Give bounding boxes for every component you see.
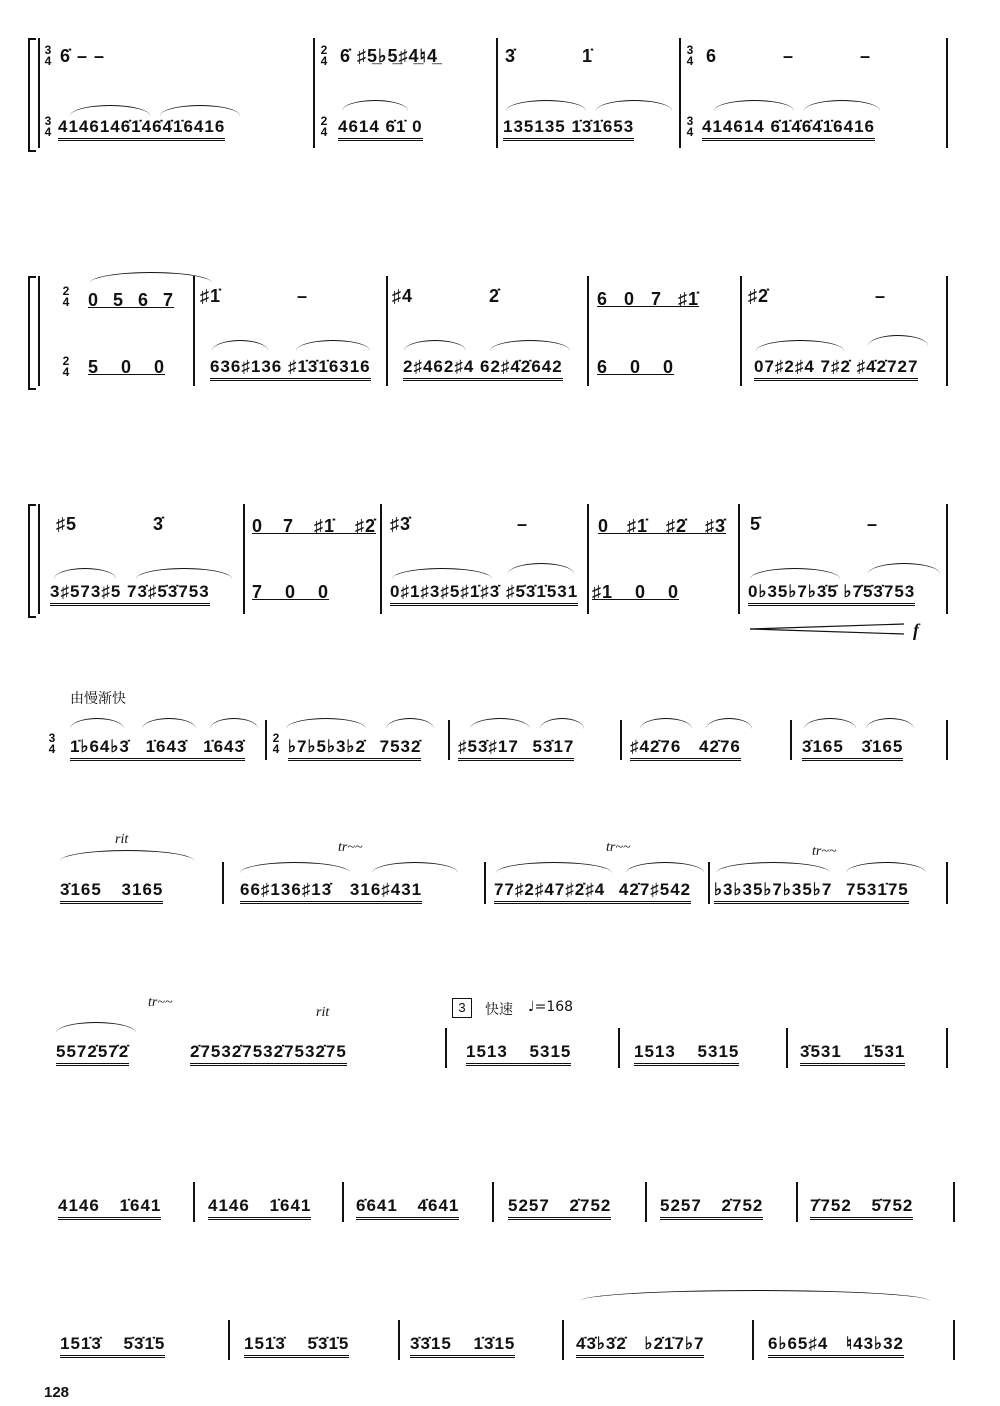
measure-notation: 151̇3̇ 5̇3̇1̇5 — [244, 1334, 349, 1358]
slur — [386, 718, 434, 729]
measure-notation: 6♭65♯4 ♮43♭32 — [768, 1334, 904, 1358]
measure-notation: 4̇3̇♭3̇2̇ ♭2̇1̇7♭7 — [576, 1334, 704, 1358]
page-number: 128 — [44, 1384, 70, 1401]
time-signature: 3 4 — [48, 731, 56, 756]
measure-notation: ♯42̇76 42̇76 — [630, 737, 741, 761]
trill-marking: tr~~ — [606, 840, 631, 855]
system-brace — [28, 276, 36, 390]
barline — [786, 1028, 788, 1068]
measure-notation: 636♯136 ♯1̇3̇1̇6316 — [210, 357, 371, 381]
tuplet-slur — [596, 100, 672, 111]
barline — [193, 1182, 195, 1222]
trill-marking: tr~~ — [338, 840, 363, 855]
time-signature: 3 4 — [686, 43, 694, 68]
slur — [626, 862, 704, 873]
measure-notation: ♯3̇ – — [390, 514, 529, 534]
barline — [946, 504, 948, 614]
slur — [286, 718, 366, 729]
measure-notation: 0 7 ♯1̇ ♯2̇ — [252, 516, 377, 536]
tuplet-slur — [490, 340, 570, 351]
measure-notation: ♭7♭5♭3♭2̇ 7532̇ — [288, 737, 421, 761]
slur — [706, 718, 752, 729]
barline — [386, 276, 388, 386]
system-brace — [28, 38, 36, 152]
barline — [228, 1320, 230, 1360]
slur — [142, 718, 196, 729]
time-signature: 3 4 — [686, 114, 694, 139]
measure-notation: ♯5 3̇ — [56, 514, 165, 534]
measure-notation: 3̇3̇15 1̇3̇15 — [410, 1334, 515, 1358]
phrase-slur — [580, 1290, 930, 1301]
time-signature: 2 4 — [272, 731, 280, 756]
measure-notation: 6 0 7 ♯1̇ — [597, 289, 700, 309]
barline — [313, 38, 315, 148]
barline — [740, 276, 742, 386]
tempo-text: 快速 — [485, 1002, 513, 1018]
barline — [380, 504, 382, 614]
slur — [540, 718, 584, 729]
time-signature: 2 4 — [320, 43, 328, 68]
barline — [796, 1182, 798, 1222]
slur — [640, 718, 692, 729]
slur — [846, 862, 926, 873]
time-signature: 3 4 — [44, 114, 52, 139]
tuplet-slur — [868, 563, 940, 574]
phrase-slur — [90, 272, 212, 283]
barline — [946, 1028, 948, 1068]
barline — [587, 276, 589, 386]
slur — [496, 862, 612, 873]
system-brace — [28, 504, 36, 618]
slur — [470, 718, 530, 729]
measure-notation: 4146 1̇641 — [58, 1196, 161, 1220]
barline — [445, 1028, 447, 1068]
tuplet-slur — [212, 340, 268, 351]
slur — [716, 862, 830, 873]
measure-notation: 4614 6̇1̇ 0 — [338, 117, 423, 141]
measure-notation: 135135 1̇3̇1̇653 — [503, 117, 634, 141]
time-signature: 2 4 — [62, 354, 70, 379]
tuplet-slur — [714, 100, 794, 111]
tuplet-slur — [756, 340, 844, 351]
measure-notation: 5 0 0 — [88, 357, 166, 377]
tuplet-slur — [392, 568, 492, 579]
dynamic-marking: f — [913, 620, 919, 640]
slur — [866, 718, 914, 729]
measure-notation: 1̇♭64♭3̇ 1̇643̇ 1̇643̇ — [70, 737, 245, 761]
barline — [398, 1320, 400, 1360]
trill-marking: tr~~ — [148, 995, 173, 1010]
tuplet-slur — [70, 105, 150, 116]
measure-notation: 4146 1̇641 — [208, 1196, 311, 1220]
tuplet-slur — [506, 100, 586, 111]
measure-notation: 3̇ 1̇ — [505, 46, 594, 66]
barline — [620, 720, 622, 760]
measure-notation: 0♯1♯3♯5♯1̇♯3̇ ♯5̇3̇1̇531 — [390, 582, 578, 606]
barline — [738, 504, 740, 614]
barline — [953, 1320, 955, 1360]
barline — [953, 1182, 955, 1222]
rit-marking: rit — [115, 832, 129, 847]
measure-notation: 6̇ – – — [60, 46, 106, 66]
measure-notation: 07♯2♯4 7♯2̇ ♯4̇2̇727 — [754, 357, 918, 381]
measure-notation: 1513 5315 — [466, 1042, 571, 1066]
slur — [372, 862, 458, 873]
time-signature: 2 4 — [62, 284, 70, 309]
slur — [70, 718, 124, 729]
metronome-mark: ♩=168 — [528, 999, 574, 1015]
measure-notation: 6̇641 4̇641 — [356, 1196, 459, 1220]
barline — [790, 720, 792, 760]
measure-notation: 1513 5315 — [634, 1042, 739, 1066]
barline — [496, 38, 498, 148]
measure-notation: 3̇165 3165 — [60, 880, 163, 904]
slur — [804, 718, 856, 729]
barline — [708, 862, 710, 904]
time-signature: 3 4 — [44, 43, 52, 68]
barline — [618, 1028, 620, 1068]
measure-notation: 7 0 0 — [252, 582, 330, 602]
tuplet-slur — [508, 563, 574, 574]
measure-notation: 151̇3̇ 5̇3̇1̇5 — [60, 1334, 165, 1358]
phrase-slur — [60, 850, 194, 861]
barline — [946, 276, 948, 386]
measure-notation: 0 5 6 7 — [88, 290, 175, 310]
barline — [38, 276, 40, 386]
barline — [193, 276, 195, 386]
measure-notation: 6̇ ♯5̲♭5̲♯4̲♮4̲ — [340, 46, 438, 66]
barline — [946, 862, 948, 904]
tuplet-slur — [160, 105, 240, 116]
barline — [484, 862, 486, 904]
measure-notation: ♯4 2̇ — [392, 286, 501, 306]
rit-marking: rit — [316, 1005, 330, 1020]
measure-notation: 2♯462♯4 62♯4̇2̇642 — [403, 357, 563, 381]
measure-notation: 5572̇57̇2̇ — [56, 1042, 129, 1066]
barline — [342, 1182, 344, 1222]
measure-notation: 5̇ – — [750, 514, 879, 534]
barline — [645, 1182, 647, 1222]
measure-notation: ♯53̇♯17 53̇17 — [458, 737, 574, 761]
measure-notation: 414614 6̇1̇4̇6̇4̇1̇6416 — [702, 117, 875, 141]
measure-notation: ♯1 0 0 — [592, 582, 680, 602]
tuplet-slur — [54, 568, 116, 579]
trill-marking: tr~~ — [812, 844, 837, 859]
measure-notation: 3̇531 1̇531 — [800, 1042, 905, 1066]
crescendo-hairpin — [748, 622, 908, 636]
measure-notation: 6 – – — [706, 46, 872, 66]
measure-notation: 6 0 0 — [597, 357, 675, 377]
tuplet-slur — [804, 100, 880, 111]
tuplet-slur — [404, 340, 466, 351]
barline — [946, 38, 948, 148]
measure-notation: 7̇752 5̇752 — [810, 1196, 913, 1220]
rehearsal-mark: 3 — [452, 998, 472, 1018]
barline — [243, 504, 245, 614]
measure-notation: 2̇7532̇7532̇7532̇75 — [190, 1042, 347, 1066]
measure-notation: ♭3♭35♭7♭35♭7 7531̇75 — [714, 880, 909, 904]
measure-notation: 66♯136♯13̇ 316♯431 — [240, 880, 422, 904]
measure-notation: 77♯2♯47♯2̇♯4 42̇7♯542 — [494, 880, 691, 904]
measure-notation: ♯1̇ – — [200, 286, 309, 306]
barline — [38, 38, 40, 148]
measure-notation: 0 ♯1̇ ♯2̇ ♯3̇ — [598, 516, 727, 536]
measure-notation: 3♯573♯5 73̇♯5̇3̇753 — [50, 582, 210, 606]
measure-notation: 5257 2̇752 — [508, 1196, 611, 1220]
barline — [752, 1320, 754, 1360]
measure-notation: 0♭35♭7♭3̇5̇ ♭7̇5̇3̇753 — [748, 582, 915, 606]
barline — [38, 504, 40, 614]
barline — [587, 504, 589, 614]
measure-notation: 3̇165 3̇165 — [802, 737, 903, 761]
measure-notation: 5257 2̇752 — [660, 1196, 763, 1220]
measure-notation: 4146146̇1̇46̇4̇1̇6416 — [58, 117, 225, 141]
barline — [222, 862, 224, 904]
tuplet-slur — [136, 568, 232, 579]
measure-notation: ♯2̇ – — [748, 286, 887, 306]
barline — [492, 1182, 494, 1222]
slur — [210, 718, 258, 729]
barline — [946, 720, 948, 760]
tempo-text: 由慢渐快 — [70, 691, 126, 707]
tuplet-slur — [868, 335, 928, 346]
slur — [240, 862, 350, 873]
tuplet-slur — [750, 568, 840, 579]
time-signature: 2 4 — [320, 114, 328, 139]
tuplet-slur — [296, 340, 370, 351]
barline — [562, 1320, 564, 1360]
barline — [265, 720, 267, 760]
tuplet-slur — [342, 100, 408, 111]
barline — [679, 38, 681, 148]
barline — [448, 720, 450, 760]
slur — [56, 1022, 136, 1033]
